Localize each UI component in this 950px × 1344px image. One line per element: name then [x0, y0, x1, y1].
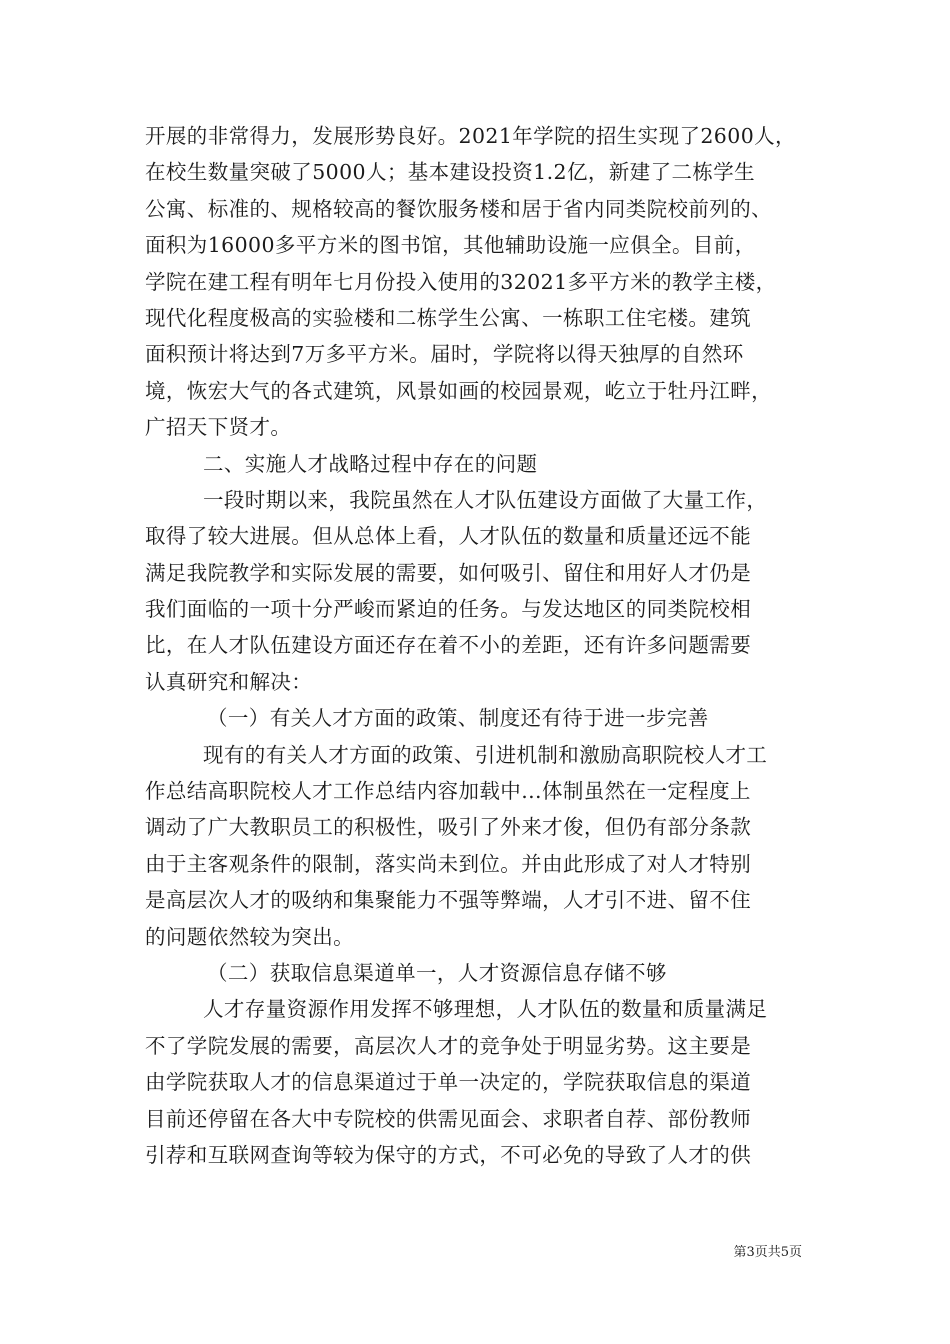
text-line: 是高层次人才的吸纳和集聚能力不强等弊端，人才引不进、留不住	[145, 888, 752, 913]
text-line: 开展的非常得力，发展形势良好。2021年学院的招生实现了2600人，	[145, 124, 796, 148]
text-line: 面积预计将达到7万多平方米。届时，学院将以得天独厚的自然环	[145, 342, 744, 367]
text-line: 由于主客观条件的限制，落实尚未到位。并由此形成了对人才特别	[145, 851, 752, 876]
text-line: 现有的有关人才方面的政策、引进机制和激励高职院校人才工	[203, 742, 768, 767]
text-line: 一段时期以来，我院虽然在人才队伍建设方面做了大量工作，	[203, 487, 768, 512]
page-number-footer: 第3页共5页	[733, 1245, 802, 1260]
text-line: 取得了较大进展。但从总体上看，人才队伍的数量和质量还远不能	[145, 524, 752, 549]
text-line: 学院在建工程有明年七月份投入使用的32021多平方米的教学主楼，	[145, 269, 777, 294]
text-line: 调动了广大教职员工的积极性，吸引了外来才俊，但仍有部分条款	[145, 815, 752, 840]
text-line: 我们面临的一项十分严峻而紧迫的任务。与发达地区的同类院校相	[145, 597, 752, 622]
text-line: （一）有关人才方面的政策、制度还有待于进一步完善	[207, 706, 709, 731]
text-line: 不了学院发展的需要，高层次人才的竞争处于明显劣势。这主要是	[145, 1033, 752, 1058]
text-line: （二）获取信息渠道单一，人才资源信息存储不够	[207, 960, 667, 985]
document-body	[145, 118, 810, 1173]
text-line: 面积为16000多平方米的图书馆，其他辅助设施一应俱全。目前，	[145, 233, 756, 258]
text-line: 现代化程度极高的实验楼和二栋学生公寓、一栋职工住宅楼。建筑	[145, 305, 752, 330]
text-line: 在校生数量突破了5000人；基本建设投资1.2亿，新建了二栋学生	[145, 160, 756, 185]
text-line: 认真研究和解决：	[145, 669, 313, 694]
text-line: 目前还停留在各大中专院校的供需见面会、求职者自荐、部份教师	[145, 1106, 752, 1131]
text-line: 由学院获取人才的信息渠道过于单一决定的，学院获取信息的渠道	[145, 1070, 752, 1095]
text-line: 的问题依然较为突出。	[145, 924, 354, 949]
text-line: 境，恢宏大气的各式建筑，风景如画的校园景观，屹立于牡丹江畔，	[145, 378, 772, 403]
text-line: 人才存量资源作用发挥不够理想，人才队伍的数量和质量满足	[203, 997, 768, 1022]
text-line: 广招天下贤才。	[145, 415, 292, 440]
text-line: 满足我院教学和实际发展的需要，如何吸引、留住和用好人才仍是	[145, 560, 752, 585]
text-line: 比，在人才队伍建设方面还存在着不小的差距，还有许多问题需要	[145, 633, 752, 658]
text-line: 二、实施人才战略过程中存在的问题	[203, 451, 538, 476]
text-line: 引荐和互联网查询等较为保守的方式，不可必免的导致了人才的供	[145, 1142, 752, 1167]
text-line: 作总结高职院校人才工作总结内容加载中...体制虽然在一定程度上	[145, 779, 751, 804]
text-line: 公寓、标准的、规格较高的餐饮服务楼和居于省内同类院校前列的、	[145, 196, 772, 221]
